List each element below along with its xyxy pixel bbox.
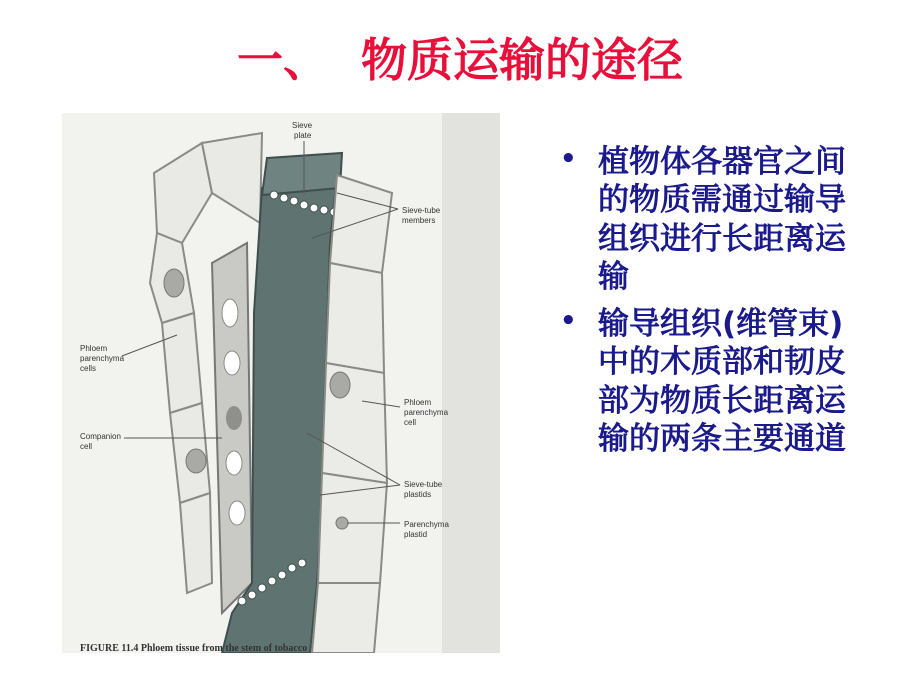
label-sieve-plate-2: plate [294, 131, 312, 140]
bullet-text: 植物体各器官之间的物质需通过输导组织进行长距离运输 [598, 144, 846, 296]
bullet-dot: • [560, 144, 577, 174]
label-sieve-tube-members-2: members [402, 216, 436, 225]
bullet-dot: • [560, 305, 577, 336]
slide-title: 一、 物质运输的途径 [236, 33, 684, 87]
label-phloem-parenchyma-right-2: parenchyma [404, 408, 449, 417]
label-parenchyma-plastid-2: plastid [404, 530, 428, 539]
label-sieve-plate-1: Sieve [292, 121, 313, 130]
phloem-diagram [62, 113, 500, 653]
bullet-item [560, 305, 860, 459]
label-sieve-tube-members-1: Sieve-tube [402, 206, 441, 215]
bullet-list [560, 143, 860, 467]
label-phloem-parenchyma-left-1: Phloem [80, 344, 108, 353]
phloem-tissue-figure [62, 113, 500, 653]
label-sieve-tube-plastids-2: plastids [404, 490, 432, 499]
label-sieve-tube-plastids-1: Sieve-tube [404, 480, 443, 489]
label-phloem-parenchyma-left-2: parenchyma [80, 354, 125, 363]
figure-caption: FIGURE 11.4 Phloem tissue from the stem of tobacco [80, 643, 308, 653]
bullet-text: 输导组织(维管束)中的木质部和韧皮部为物质长距离运输的两条主要通道 [598, 305, 846, 458]
label-phloem-parenchyma-right-3: cell [404, 418, 417, 427]
label-phloem-parenchyma-left-3: cells [80, 364, 97, 373]
label-companion-cell-2: cell [80, 442, 93, 451]
label-parenchyma-plastid-1: Parenchyma [404, 520, 449, 529]
bullet-item [560, 143, 860, 297]
label-companion-cell-1: Companion [80, 432, 121, 441]
label-phloem-parenchyma-right-1: Phloem [404, 398, 432, 407]
